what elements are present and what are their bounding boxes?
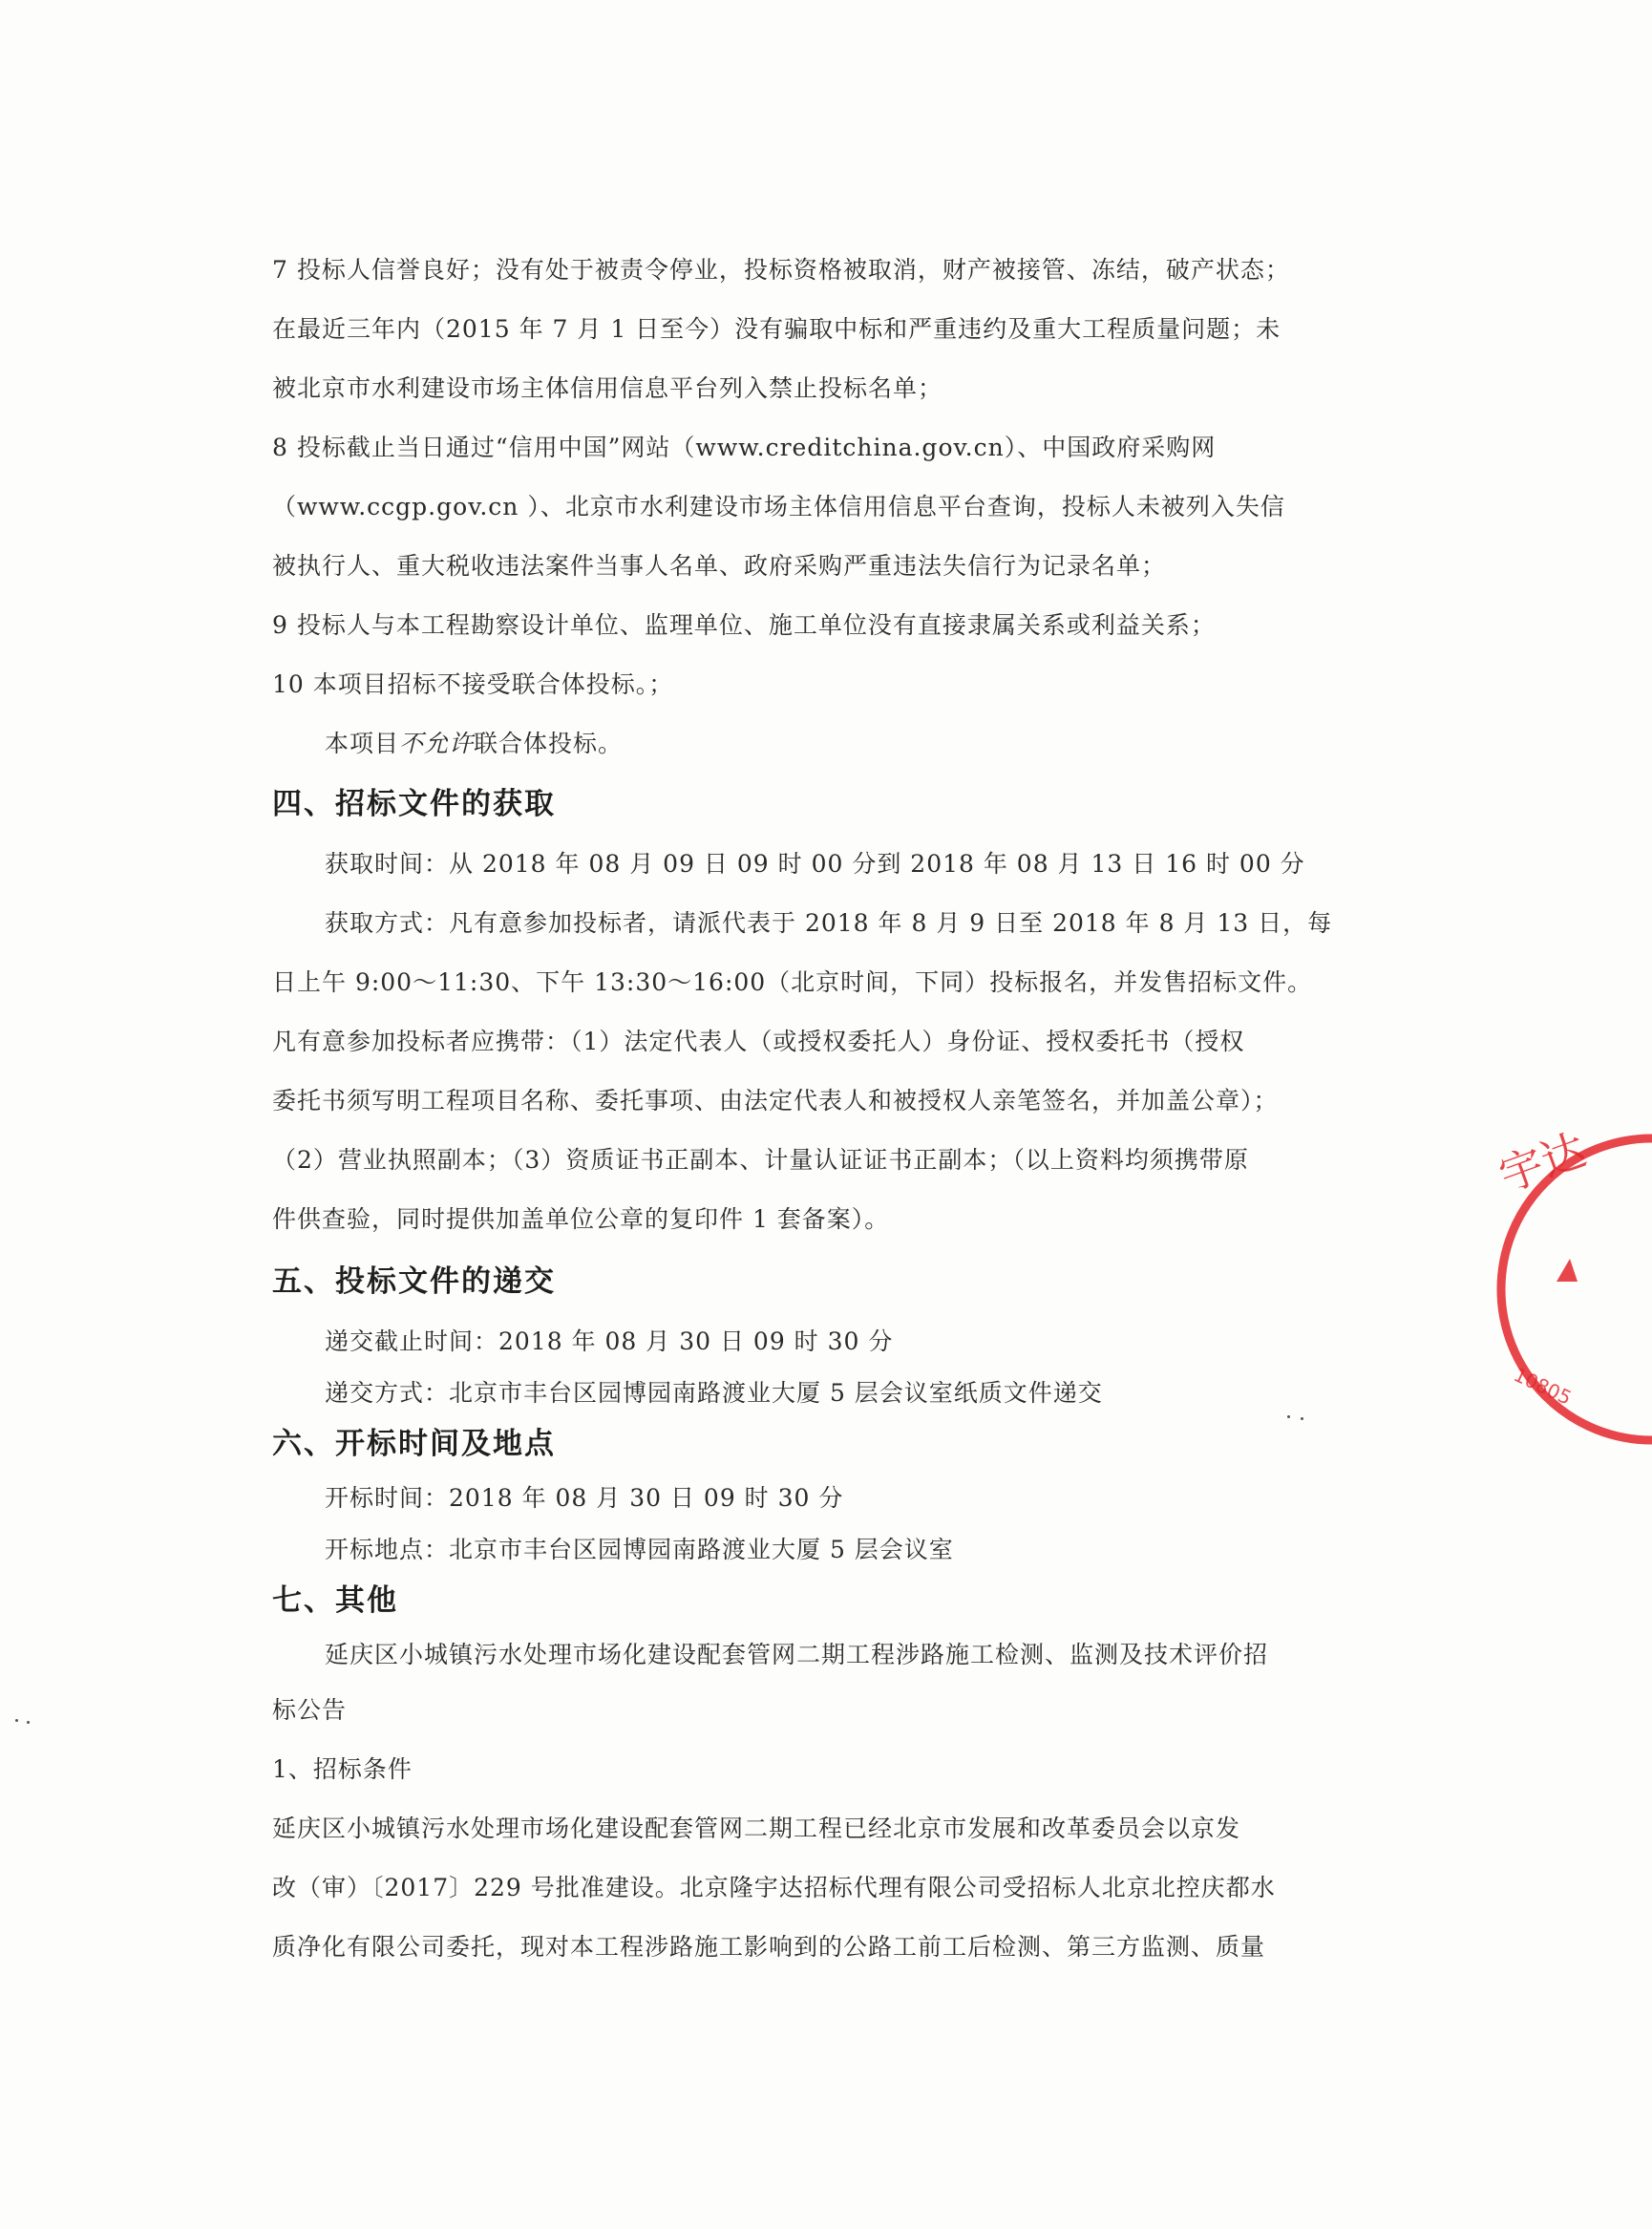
scan-speck: [1301, 1417, 1303, 1420]
seal-star-icon: [1557, 1259, 1578, 1282]
section-6-heading: 六、开标时间及地点: [272, 1427, 556, 1461]
section-6-line-2: 开标地点：北京市丰台区园博园南路渡业大厦 5 层会议室: [325, 1536, 954, 1563]
section-7-line-2: 标公告: [272, 1696, 348, 1724]
section-4-line-6: （2）营业执照副本；（3）资质证书正副本、计量认证证书正副本；（以上资料均须携带原: [272, 1146, 1249, 1174]
scan-speck: [15, 1719, 18, 1722]
seal-stamp-code: 10805: [1510, 1363, 1576, 1410]
section-4-line-7: 件供查验，同时提供加盖单位公章的复印件 1 套备案）。: [272, 1205, 890, 1233]
section-5-line-1: 递交截止时间：2018 年 08 月 30 日 09 时 30 分: [325, 1327, 894, 1355]
consortium-note: [325, 728, 623, 760]
requirement-7-line-2: 在最近三年内（2015 年 7 月 1 日至今）没有骗取中标和严重违约及重大工程质量问题；未: [272, 315, 1281, 343]
section-7-line-3: 1、招标条件: [272, 1755, 413, 1783]
section-4-heading: 四、招标文件的获取: [272, 787, 556, 821]
scan-speck: [1287, 1415, 1290, 1418]
requirement-8-line-2: （www.ccgp.gov.cn ）、北京市水利建设市场主体信用信息平台查询，投标人未被列入失信: [272, 493, 1285, 520]
section-4-line-4: 凡有意参加投标者应携带：（1）法定代表人（或授权委托人）身份证、授权委托书（授权: [272, 1028, 1245, 1055]
section-5-heading: 五、投标文件的递交: [272, 1264, 556, 1299]
seal-stamp: [1490, 1123, 1652, 1452]
consortium-note-prefix: 本项目: [325, 730, 400, 757]
requirement-7-line-3: 被北京市水利建设市场主体信用信息平台列入禁止投标名单；: [272, 374, 943, 402]
section-4-line-5: 委托书须写明工程项目名称、委托事项、由法定代表人和被授权人亲笔签名，并加盖公章）；: [272, 1087, 1279, 1114]
section-5-line-2: 递交方式：北京市丰台区园博园南路渡业大厦 5 层会议室纸质文件递交: [325, 1379, 1103, 1407]
consortium-note-italic: 不允许: [399, 730, 475, 757]
seal-stamp-text: 宇达: [1492, 1123, 1593, 1202]
section-4-line-3: 日上午 9:00～11:30、下午 13:30～16:00（北京时间，下同）投标报名，并发售招标文件。: [272, 968, 1313, 996]
requirement-10-line: 10 本项目招标不接受联合体投标。；: [272, 670, 674, 698]
section-7-line-5: 改（审）〔2017〕229 号批准建设。北京隆宇达招标代理有限公司受招标人北京北控庆都水: [272, 1874, 1276, 1901]
section-4-line-2: 获取方式：凡有意参加投标者，请派代表于 2018 年 8 月 9 日至 2018 年 8 月 13 日，每: [325, 909, 1333, 937]
section-7-line-4: 延庆区小城镇污水处理市场化建设配套管网二期工程已经北京市发展和改革委员会以京发: [272, 1815, 1241, 1842]
consortium-note-suffix: 联合体投标。: [474, 730, 624, 757]
requirement-8-line-3: 被执行人、重大税收违法案件当事人名单、政府采购严重违法失信行为记录名单；: [272, 552, 1167, 580]
requirement-8-line-1: 8 投标截止当日通过“信用中国”网站（www.creditchina.gov.cn）、中国政府采购网: [272, 434, 1217, 461]
scan-speck: [27, 1721, 30, 1724]
requirement-7-line-1: 7 投标人信誉良好；没有处于被责令停业，投标资格被取消，财产被接管、冻结，破产状态；: [272, 256, 1290, 284]
section-7-heading: 七、其他: [272, 1583, 398, 1618]
section-7-line-1: 延庆区小城镇污水处理市场化建设配套管网二期工程涉路施工检测、监测及技术评价招: [325, 1641, 1269, 1668]
requirement-9-line: 9 投标人与本工程勘察设计单位、监理单位、施工单位没有直接隶属关系或利益关系；: [272, 611, 1216, 639]
section-4-line-1: 获取时间：从 2018 年 08 月 09 日 09 时 00 分到 2018 年 08 月 13 日 16 时 00 分: [325, 850, 1305, 878]
section-6-line-1: 开标时间：2018 年 08 月 30 日 09 时 30 分: [325, 1484, 844, 1512]
section-7-line-6: 质净化有限公司委托，现对本工程涉路施工影响到的公路工前工后检测、第三方监测、质量: [272, 1933, 1266, 1961]
